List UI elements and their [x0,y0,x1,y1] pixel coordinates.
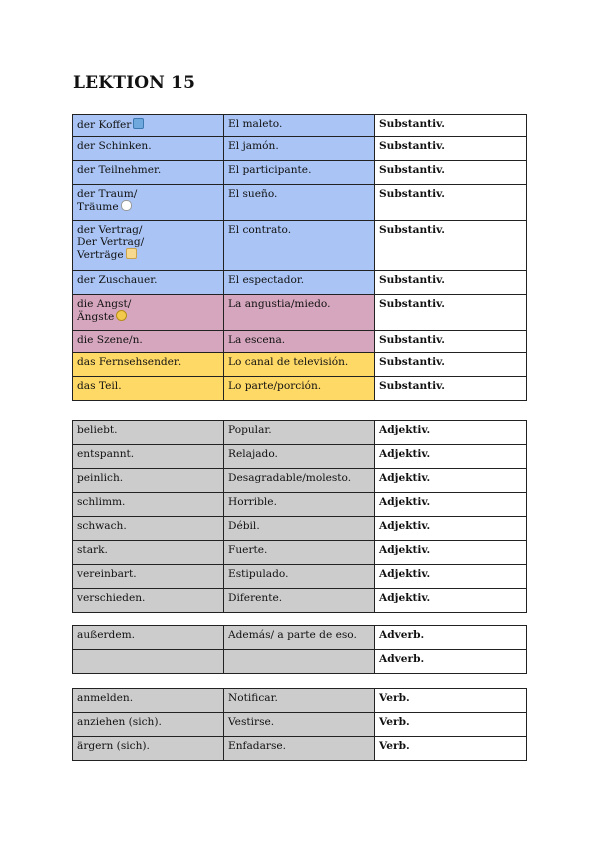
word-type-cell [375,161,527,185]
spanish-translation: La angustia/miedo. [228,298,331,310]
spanish-translation: Desagradable/molesto. [228,472,352,484]
scroll-icon [126,248,137,259]
german-word-cell [73,377,224,401]
spanish-translation: Además/ a parte de eso. [228,629,357,641]
word-type-cell [375,713,527,737]
german-word: der Traum/ Träume [77,188,138,213]
german-word: der Schinken. [77,140,152,152]
spanish-translation-cell [224,271,375,295]
spanish-translation: Fuerte. [228,544,268,556]
word-type: Verb. [379,716,410,728]
german-word: schlimm. [77,496,126,508]
spanish-translation: El maleto. [228,118,283,130]
spanish-translation-cell [224,589,375,613]
table-row [73,469,527,493]
table-row [73,445,527,469]
table-row [73,161,527,185]
table-row [73,331,527,353]
word-type-cell [375,589,527,613]
word-type-cell [375,115,527,137]
word-type-cell [375,185,527,221]
german-word-cell [73,626,224,650]
spanish-translation-cell [224,650,375,674]
spanish-translation-cell [224,737,375,761]
german-word: verschieden. [77,592,146,604]
spanish-translation: Estipulado. [228,568,289,580]
spanish-translation: Popular. [228,424,272,436]
word-type-cell [375,353,527,377]
spanish-translation-cell [224,377,375,401]
german-word: entspannt. [77,448,135,460]
word-type: Substantiv. [379,164,445,176]
spanish-translation-cell [224,541,375,565]
german-word-cell [73,161,224,185]
table-row [73,185,527,221]
word-type: Adverb. [379,629,425,641]
german-word: der Zuschauer. [77,274,158,286]
page-title: LEKTION 15 [73,73,196,93]
spanish-translation-cell [224,493,375,517]
word-type-cell [375,137,527,161]
spanish-translation-cell [224,295,375,331]
spanish-translation: El espectador. [228,274,305,286]
spanish-translation: El contrato. [228,224,292,236]
word-type-cell [375,737,527,761]
word-type: Substantiv. [379,224,445,236]
spanish-translation-cell [224,221,375,271]
german-word-cell [73,737,224,761]
german-word: das Teil. [77,380,122,392]
word-type: Adjektiv. [379,496,431,508]
word-type: Adjektiv. [379,520,431,532]
verbs-table [72,688,527,761]
spanish-translation: Horrible. [228,496,277,508]
word-type-cell [375,541,527,565]
german-word-cell [73,493,224,517]
spanish-translation-cell [224,565,375,589]
spanish-translation-cell [224,689,375,713]
spanish-translation: Lo parte/porción. [228,380,322,392]
table-row [73,541,527,565]
word-type-cell [375,377,527,401]
table-row [73,221,527,271]
word-type: Substantiv. [379,118,445,130]
spanish-translation: El participante. [228,164,312,176]
word-type-cell [375,469,527,493]
word-type: Substantiv. [379,380,445,392]
adjectives-table [72,420,527,613]
german-word-cell [73,445,224,469]
table-row [73,421,527,445]
german-word-cell [73,137,224,161]
spanish-translation-cell [224,713,375,737]
word-type: Substantiv. [379,188,445,200]
word-type: Adjektiv. [379,424,431,436]
german-word: anmelden. [77,692,134,704]
german-word: die Szene/n. [77,334,143,346]
german-word-cell [73,421,224,445]
german-word-cell [73,650,224,674]
german-word-cell [73,541,224,565]
table-row [73,589,527,613]
german-word: peinlich. [77,472,124,484]
spanish-translation: Enfadarse. [228,740,287,752]
word-type: Adjektiv. [379,448,431,460]
spanish-translation-cell [224,469,375,493]
spanish-translation-cell [224,421,375,445]
word-type: Substantiv. [379,356,445,368]
scared-face-icon [116,310,127,321]
word-type-cell [375,517,527,541]
german-word: der Teilnehmer. [77,164,162,176]
german-word-cell [73,221,224,271]
german-word: anziehen (sich). [77,716,162,728]
word-type-cell [375,271,527,295]
spanish-translation-cell [224,517,375,541]
word-type: Adjektiv. [379,592,431,604]
spanish-translation-cell [224,445,375,469]
table-row [73,517,527,541]
word-type: Adjektiv. [379,568,431,580]
german-word: der Vertrag/ Der Vertrag/ Verträge [77,224,145,261]
spanish-translation: Lo canal de televisión. [228,356,349,368]
spanish-translation: La escena. [228,334,286,346]
german-word-cell [73,589,224,613]
word-type-cell [375,445,527,469]
german-word: die Angst/ Ängste [77,298,132,323]
table-row [73,353,527,377]
spanish-translation: Vestirse. [228,716,275,728]
table-row [73,626,527,650]
word-type: Substantiv. [379,334,445,346]
german-word: stark. [77,544,108,556]
table-row [73,137,527,161]
word-type-cell [375,626,527,650]
german-word: der Koffer [77,119,132,131]
german-word: vereinbart. [77,568,137,580]
spanish-translation-cell [224,185,375,221]
german-word-cell [73,517,224,541]
word-type: Verb. [379,740,410,752]
table-row [73,493,527,517]
word-type-cell [375,221,527,271]
word-type: Verb. [379,692,410,704]
word-type: Substantiv. [379,274,445,286]
table-row [73,713,527,737]
table-row [73,689,527,713]
german-word-cell [73,185,224,221]
table-row [73,650,527,674]
german-word-cell [73,469,224,493]
spanish-translation: Diferente. [228,592,283,604]
table-row [73,565,527,589]
spanish-translation-cell [224,115,375,137]
table-row [73,271,527,295]
table-row [73,377,527,401]
spanish-translation-cell [224,353,375,377]
german-word-cell [73,565,224,589]
word-type-cell [375,331,527,353]
word-type: Adjektiv. [379,472,431,484]
word-type: Adjektiv. [379,544,431,556]
word-type-cell [375,493,527,517]
spanish-translation: El sueño. [228,188,278,200]
german-word: außerdem. [77,629,136,641]
word-type-cell [375,295,527,331]
word-type: Substantiv. [379,298,445,310]
german-word-cell [73,271,224,295]
spanish-translation-cell [224,137,375,161]
nouns-table [72,114,527,401]
german-word-cell [73,115,224,137]
spanish-translation: Notificar. [228,692,278,704]
table-row [73,737,527,761]
spanish-translation: El jamón. [228,140,279,152]
word-type: Adverb. [379,653,425,665]
german-word-cell [73,295,224,331]
spanish-translation-cell [224,331,375,353]
table-row [73,115,527,137]
word-type: Substantiv. [379,140,445,152]
german-word-cell [73,713,224,737]
german-word: schwach. [77,520,127,532]
word-type-cell [375,421,527,445]
thought-cloud-icon [121,200,132,211]
german-word: das Fernsehsender. [77,356,182,368]
german-word-cell [73,353,224,377]
word-type-cell [375,565,527,589]
adverbs-table [72,625,527,674]
word-type-cell [375,689,527,713]
spanish-translation: Relajado. [228,448,278,460]
german-word: ärgern (sich). [77,740,150,752]
german-word-cell [73,331,224,353]
word-type-cell [375,650,527,674]
suitcase-icon [133,118,144,129]
spanish-translation-cell [224,626,375,650]
table-row [73,295,527,331]
spanish-translation-cell [224,161,375,185]
german-word-cell [73,689,224,713]
german-word: beliebt. [77,424,118,436]
spanish-translation: Débil. [228,520,260,532]
